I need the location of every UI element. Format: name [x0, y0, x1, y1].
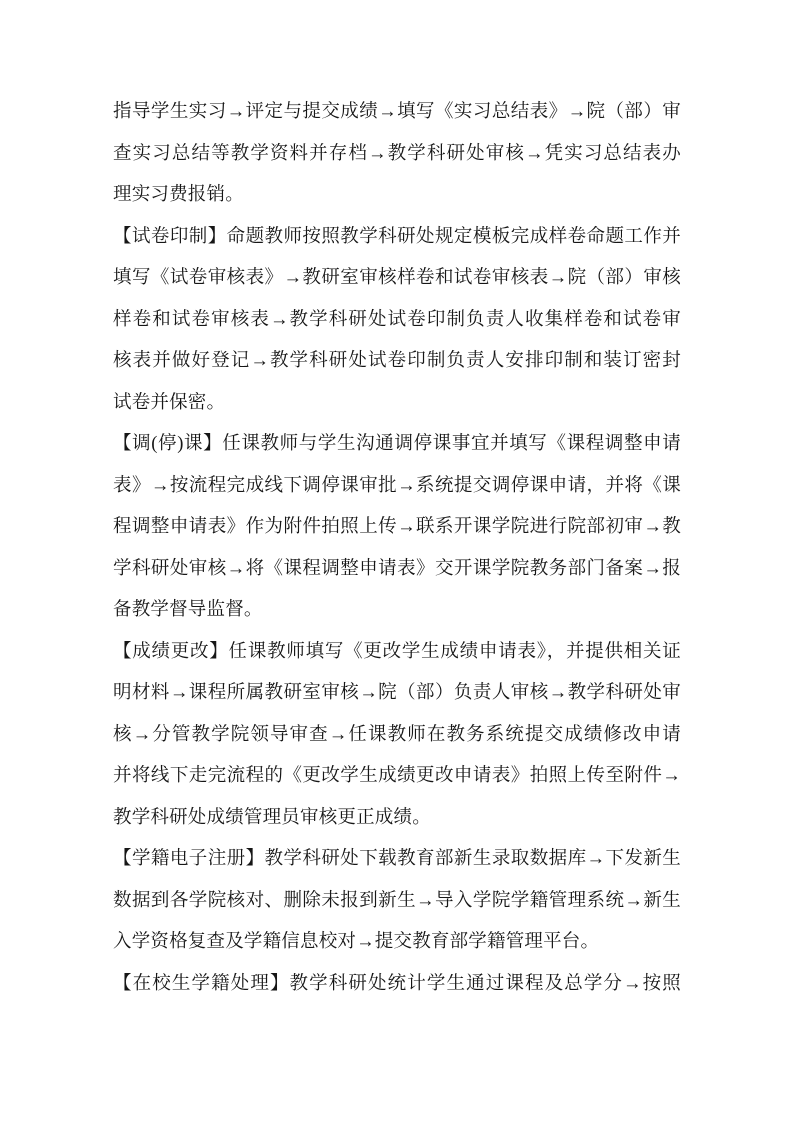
text-line: 样卷和试卷审核表→教学科研处试卷印制负责人收集样卷和试卷审 [113, 309, 681, 330]
text-line: 入学资格复查及学籍信息校对→提交教育部学籍管理平台。 [113, 932, 600, 952]
text-line: 指导学生实习→评定与提交成绩→填写《实习总结表》→院（部）审 [113, 102, 681, 122]
text-line: 并将线下走完流程的《更改学生成绩更改申请表》拍照上传至附件→ [113, 766, 681, 786]
paragraph-enrolled-student-status [113, 964, 681, 1006]
text-line: 理实习费报销。 [113, 185, 244, 205]
text-line: 试卷并保密。 [113, 392, 226, 413]
text-line: 数据到各学院核对、删除未报到新生→导入学院学籍管理系统→新生 [113, 890, 681, 911]
paragraph-grade-change [113, 632, 681, 840]
text-line: 教学科研处成绩管理员审核更正成绩。 [113, 807, 431, 828]
text-line: 表》→按流程完成线下调停课审批→系统提交调停课申请，并将《课 [113, 475, 681, 496]
text-line: 【在校生学籍处理】教学科研处统计学生通过课程及总学分→按照 [113, 973, 681, 994]
text-line: 【学籍电子注册】教学科研处下载教育部新生录取数据库→下发新生 [113, 849, 681, 869]
paragraph-student-status-registration [113, 839, 681, 964]
text-line: 程调整申请表》作为附件拍照上传→联系开课学院进行院部初审→教 [113, 517, 681, 537]
text-line: 【成绩更改】任课教师填写《更改学生成绩申请表》，并提供相关证 [113, 641, 681, 662]
text-line: 学科研处审核→将《课程调整申请表》交开课学院教务部门备案→报 [113, 558, 681, 579]
paragraph-exam-paper-printing [113, 217, 681, 425]
paragraph-class-adjustment [113, 424, 681, 632]
text-line: 备教学督导监督。 [113, 600, 263, 620]
text-line: 核表并做好登记→教学科研处试卷印制负责人安排印制和装订密封 [113, 351, 681, 371]
text-line: 核→分管教学院领导审查→任课教师在教务系统提交成绩修改申请 [113, 724, 681, 745]
text-line: 明材料→课程所属教研室审核→院（部）负责人审核→教学科研处审 [113, 683, 681, 703]
text-line: 填写《试卷审核表》→教研室审核样卷和试卷审核表→院（部）审核 [113, 268, 681, 288]
text-line: 【试卷印制】命题教师按照教学科研处规定模板完成样卷命题工作并 [113, 226, 681, 247]
paragraph-internship-summary [113, 92, 681, 217]
text-line: 【调(停)课】任课教师与学生沟通调停课事宜并填写《课程调整申请 [113, 434, 681, 454]
text-line: 查实习总结等教学资料并存档→教学科研处审核→凭实习总结表办 [113, 143, 681, 164]
